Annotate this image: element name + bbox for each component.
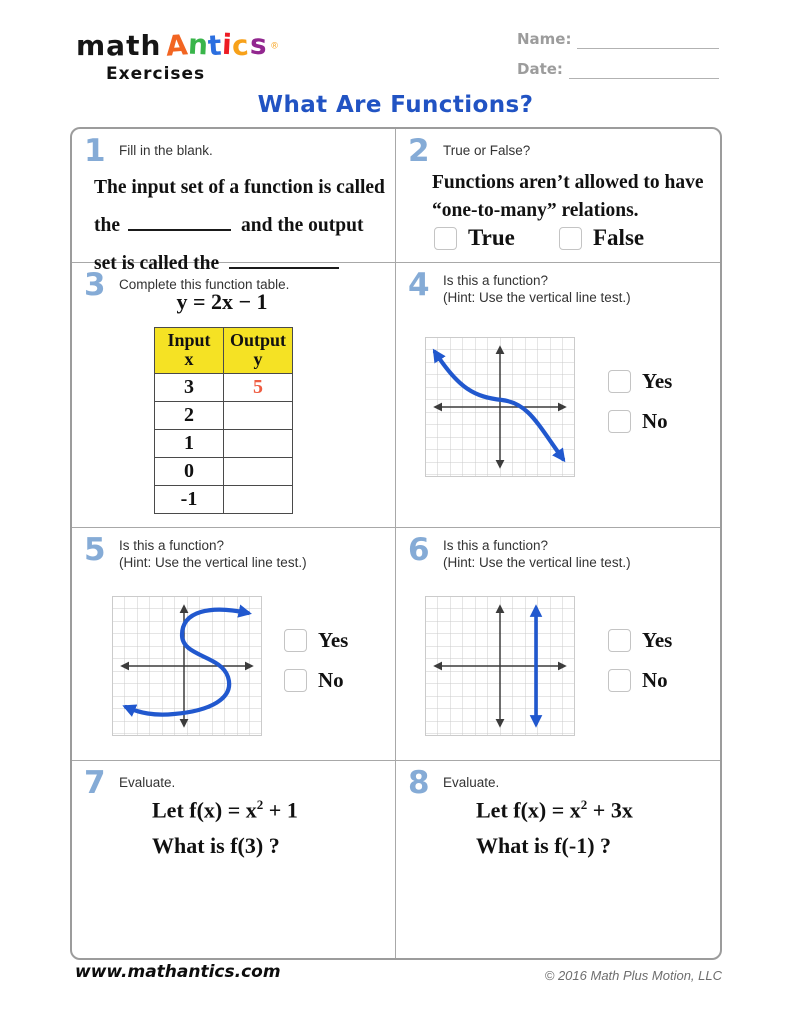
no-label: No [642,668,668,692]
date-label: Date: [517,60,563,78]
output-cell-blank[interactable] [224,457,293,485]
problem-6-cell [396,528,720,761]
yes-label: Yes [642,628,673,652]
q1-line3-pre: set is called the [94,253,220,274]
evaluate-expression [152,787,298,864]
yes-label: Yes [642,369,673,393]
q1-line2-pre: the [94,215,120,236]
what-is-line: What is f(-1) ? [476,833,612,859]
no-checkbox[interactable] [608,410,631,433]
no-option [608,668,672,693]
true-label: True [468,225,515,250]
registered-mark: ® [271,40,278,51]
output-cell-blank[interactable] [224,429,293,457]
table-header-row [155,328,293,374]
q1-line2-post: and the output [241,215,364,236]
false-option [559,225,644,251]
problem-prompt: Evaluate. [443,775,500,790]
problem-1-cell [72,129,396,274]
problem-7-cell [72,761,396,958]
output-cell-blank[interactable] [224,485,293,513]
yes-option [608,628,672,653]
let-line-post: + 3x [587,797,633,823]
exponent: 2 [580,797,588,812]
what-is-line: What is f(3) ? [152,833,280,859]
q2-line1: Functions aren’t allowed to have [432,172,704,193]
problem-number: 6 [408,532,430,568]
yes-checkbox[interactable] [284,629,307,652]
date-input-line[interactable] [569,60,719,79]
problem-2-cell [396,129,720,263]
problem-prompt: Fill in the blank. [119,143,213,158]
problem-number: 2 [408,133,430,169]
problem-number: 1 [84,133,106,169]
q2-line2: “one-to-many” relations. [432,199,639,221]
hint-text: (Hint: Use the vertical line test.) [119,554,307,570]
problem-8-cell [396,761,720,958]
output-cell-answer[interactable]: 5 [224,373,293,401]
let-line-pre: Let f(x) = x [476,797,581,823]
exponent: 2 [256,797,264,812]
function-equation: y = 2x − 1 [176,289,268,314]
copyright-text: © 2016 Math Plus Motion, LLC [544,968,722,983]
problem-prompt: True or False? [443,143,531,158]
yes-option [284,628,348,653]
problem-4-cell [396,263,720,528]
answer-blank-1[interactable] [128,211,231,231]
problems-grid [70,127,722,960]
output-header: Output y [224,328,293,374]
let-line-pre: Let f(x) = x [152,797,257,823]
no-checkbox[interactable] [608,669,631,692]
sideways-s-curve-graph [112,596,262,736]
problem-number: 7 [84,765,106,801]
logo-word-antics: Antics [164,27,268,63]
hint-text: (Hint: Use the vertical line test.) [443,289,631,305]
input-header: Input x [155,328,224,374]
problem-number: 8 [408,765,430,801]
name-label: Name: [517,30,572,48]
yes-checkbox[interactable] [608,629,631,652]
logo-subtitle-exercises: Exercises [106,64,206,84]
website-link[interactable]: www.mathantics.com [75,962,281,982]
yes-option [608,369,672,394]
input-cell: 3 [155,373,224,401]
hint-text: (Hint: Use the vertical line test.) [443,554,631,570]
logo-word-math: math [76,29,162,62]
yes-checkbox[interactable] [608,370,631,393]
no-label: No [318,668,344,692]
problem-prompt [443,273,631,307]
problem-5-cell [72,528,396,761]
math-antics-logo [76,27,278,63]
output-cell-blank[interactable] [224,401,293,429]
date-row [517,60,719,79]
q1-line1: The input set of a function is called [94,177,385,198]
problem-prompt [119,538,307,572]
no-option [284,668,348,693]
input-cell: -1 [155,485,224,513]
true-false-statement [432,169,712,224]
name-input-line[interactable] [577,30,719,49]
no-label: No [642,409,668,433]
table-row [155,373,293,401]
problem-prompt: Evaluate. [119,775,176,790]
name-row [517,30,719,49]
table-row [155,429,293,457]
table-row [155,401,293,429]
question-text: Is this a function? [443,273,549,288]
problem-number: 5 [84,532,106,568]
input-cell: 1 [155,429,224,457]
yes-no-options [608,369,672,434]
question-text: Is this a function? [443,538,549,553]
page-title: What Are Functions? [257,92,534,118]
table-row [155,485,293,513]
no-option [608,409,672,434]
problem-prompt: Complete this function table. [119,277,290,292]
input-cell: 0 [155,457,224,485]
true-checkbox[interactable] [434,227,457,250]
problem-number: 3 [84,267,106,303]
vertical-line-graph [425,596,575,736]
true-option [434,225,515,251]
question-text: Is this a function? [119,538,225,553]
false-label: False [593,225,645,250]
let-line-post: + 1 [263,797,298,823]
no-checkbox[interactable] [284,669,307,692]
problem-prompt [443,538,631,572]
problem-3-cell [72,263,396,528]
problem-number: 4 [408,267,430,303]
evaluate-expression [476,787,633,864]
yes-label: Yes [318,628,349,652]
yes-no-options [608,628,672,693]
function-table [154,327,293,514]
table-row [155,457,293,485]
input-cell: 2 [155,401,224,429]
decreasing-curve-graph [425,337,575,477]
yes-no-options [284,628,348,693]
false-checkbox[interactable] [559,227,582,250]
